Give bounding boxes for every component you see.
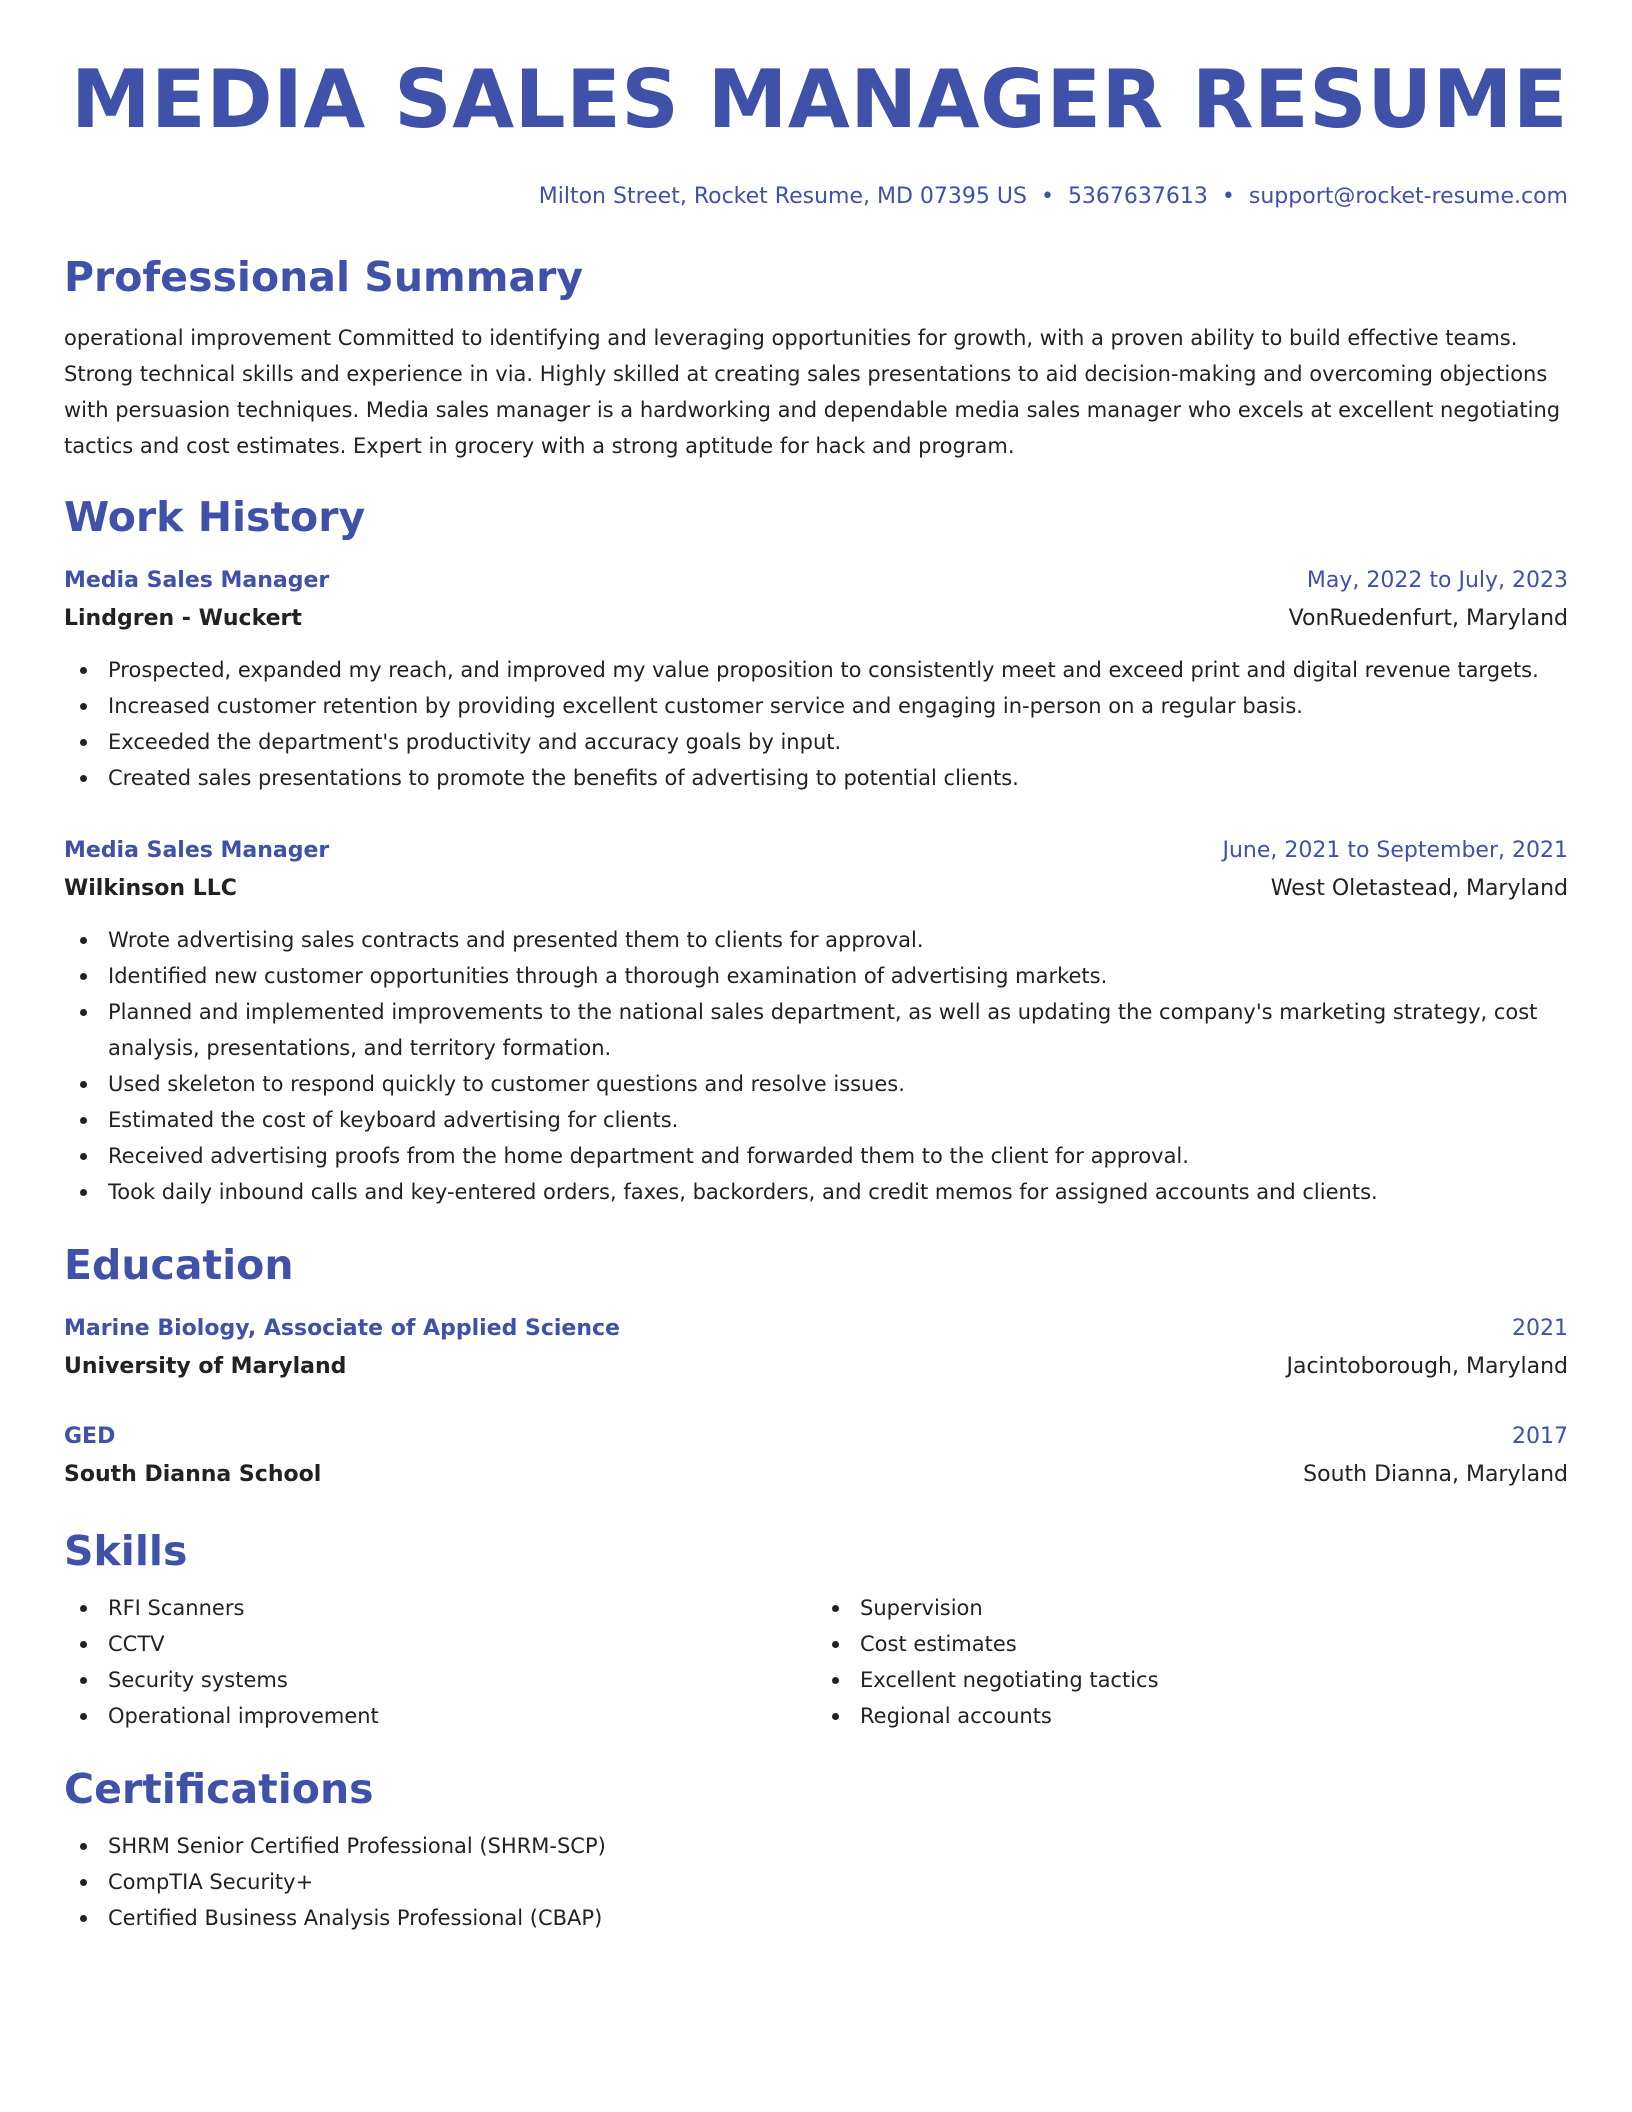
job-title: Media Sales Manager xyxy=(64,568,330,593)
resume-title: MEDIA SALES MANAGER RESUME xyxy=(70,53,1568,146)
list-item: Regional accounts xyxy=(816,1698,1568,1734)
education-school: South Dianna School xyxy=(64,1462,322,1487)
job-location: West Oletastead, Maryland xyxy=(1270,876,1568,901)
contact-separator: • xyxy=(1040,184,1054,209)
skills-list-right xyxy=(816,1590,1568,1734)
contact-separator: • xyxy=(1221,184,1235,209)
contact-address: Milton Street, Rocket Resume, MD 07395 US xyxy=(538,184,1027,209)
list-item: Security systems xyxy=(64,1662,816,1698)
contact-phone: 5367637613 xyxy=(1067,184,1208,209)
job-bullets xyxy=(64,922,1568,1210)
list-item: Certified Business Analysis Professional (CBAP) xyxy=(64,1900,1568,1936)
education-school: University of Maryland xyxy=(64,1354,347,1379)
job-location: VonRuedenfurt, Maryland xyxy=(1288,606,1568,631)
job-bullets xyxy=(64,652,1568,796)
list-item: Supervision xyxy=(816,1590,1568,1626)
job-dates: June, 2021 to September, 2021 xyxy=(1222,838,1568,863)
list-item: Increased customer retention by providing excellent customer service and engaging in-person on a regular basis. xyxy=(64,688,1568,724)
contact-line xyxy=(64,182,1568,212)
job-title: Media Sales Manager xyxy=(64,838,330,863)
list-item: SHRM Senior Certified Professional (SHRM-SCP) xyxy=(64,1828,1568,1864)
list-item: Identified new customer opportunities through a thorough examination of advertising markets. xyxy=(64,958,1568,994)
summary-text: operational improvement Committed to identifying and leveraging opportunities for growth, with a proven ability to build effective teams. Strong technical skills and experience in via. Highly skilled at creating sales presentations to aid decision-making and overcoming objections with persuasion techniques. Media sales manager is a hardworking and dependable media sales manager who excels at excellent negotiating tactics and cost estimates. Expert in grocery with a strong aptitude for hack and program. xyxy=(64,326,1561,458)
summary-heading: Professional Summary xyxy=(64,253,584,301)
certifications-list xyxy=(64,1828,1568,1936)
work-history-heading: Work History xyxy=(64,493,366,541)
list-item: Cost estimates xyxy=(816,1626,1568,1662)
list-item: Planned and implemented improvements to the national sales department, as well as updating the company's marketing strategy, cost analysis, presentations, and territory formation. xyxy=(64,994,1568,1066)
list-item: CompTIA Security+ xyxy=(64,1864,1568,1900)
list-item: Used skeleton to respond quickly to customer questions and resolve issues. xyxy=(64,1066,1568,1102)
education-year: 2017 xyxy=(1512,1424,1568,1449)
education-entry xyxy=(64,1418,1568,1494)
certifications-heading: Certifications xyxy=(64,1765,374,1813)
list-item: CCTV xyxy=(64,1626,816,1662)
education-degree: Marine Biology, Associate of Applied Science xyxy=(64,1316,620,1341)
education-entry xyxy=(64,1310,1568,1386)
education-degree: GED xyxy=(64,1424,116,1449)
skills-list-left xyxy=(64,1590,816,1734)
skills-grid xyxy=(64,1590,1568,1734)
job-dates: May, 2022 to July, 2023 xyxy=(1306,568,1568,593)
list-item: Exceeded the department's productivity and accuracy goals by input. xyxy=(64,724,1568,760)
list-item: Operational improvement xyxy=(64,1698,816,1734)
education-location: South Dianna, Maryland xyxy=(1303,1462,1568,1487)
job-entry xyxy=(64,562,1568,796)
job-entry xyxy=(64,832,1568,1210)
list-item: Prospected, expanded my reach, and improved my value proposition to consistently meet and exceed print and digital revenue targets. xyxy=(64,652,1568,688)
list-item: Received advertising proofs from the home department and forwarded them to the client for approval. xyxy=(64,1138,1568,1174)
contact-email: support@rocket-resume.com xyxy=(1248,184,1568,209)
list-item: Created sales presentations to promote the benefits of advertising to potential clients. xyxy=(64,760,1568,796)
list-item: Excellent negotiating tactics xyxy=(816,1662,1568,1698)
list-item: Estimated the cost of keyboard advertising for clients. xyxy=(64,1102,1568,1138)
education-heading: Education xyxy=(64,1241,294,1289)
list-item: Took daily inbound calls and key-entered orders, faxes, backorders, and credit memos for assigned accounts and clients. xyxy=(64,1174,1568,1210)
list-item: RFI Scanners xyxy=(64,1590,816,1626)
job-company: Lindgren - Wuckert xyxy=(64,606,302,631)
job-company: Wilkinson LLC xyxy=(64,876,237,901)
education-location: Jacintoborough, Maryland xyxy=(1286,1354,1568,1379)
skills-heading: Skills xyxy=(64,1527,188,1575)
education-year: 2021 xyxy=(1512,1316,1568,1341)
list-item: Wrote advertising sales contracts and presented them to clients for approval. xyxy=(64,922,1568,958)
